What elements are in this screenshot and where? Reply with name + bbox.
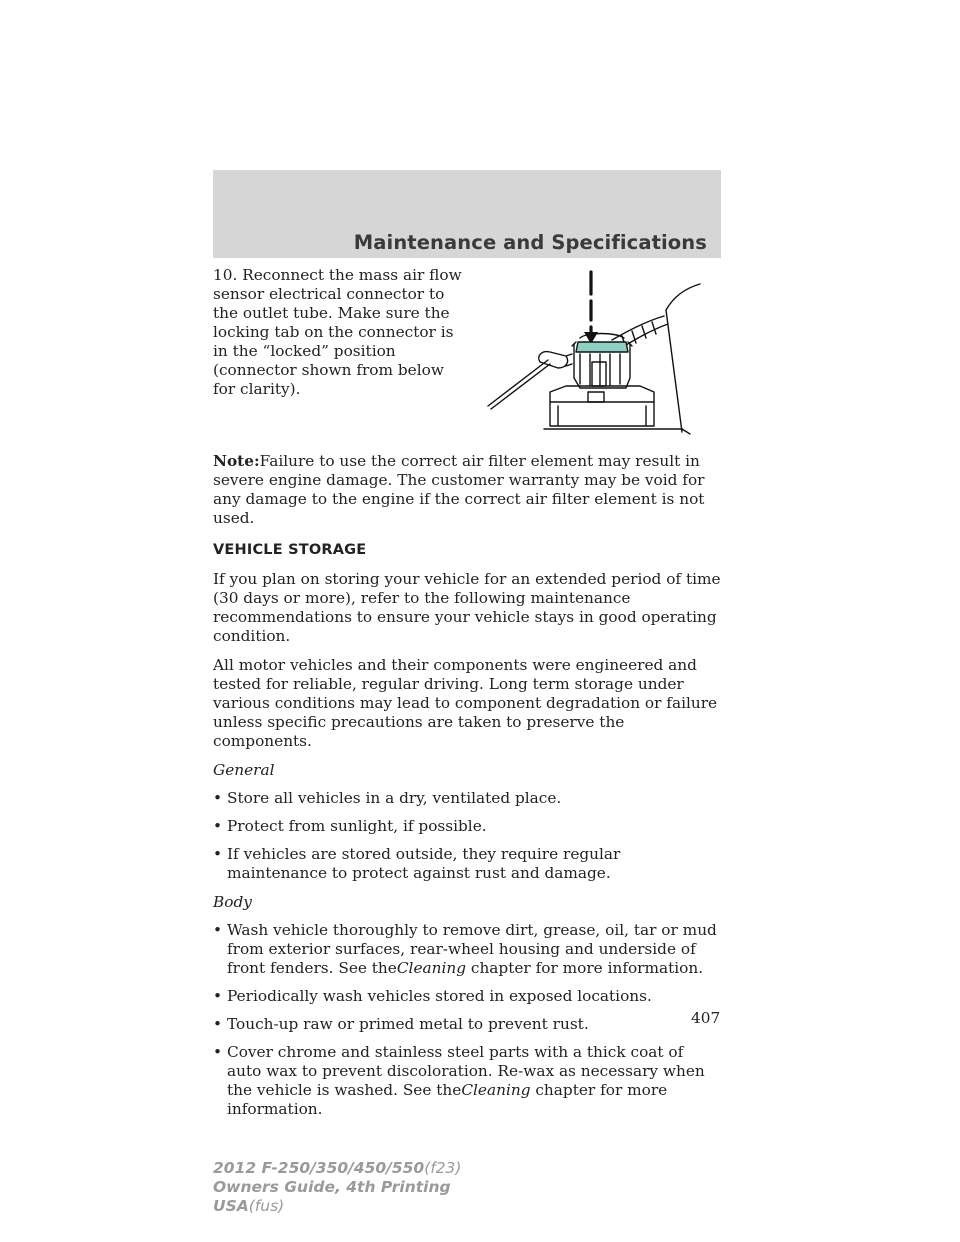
- bullet-icon: •: [213, 817, 223, 835]
- list-item: • Store all vehicles in a dry, ventilated place.: [213, 789, 562, 807]
- locking-tab: [576, 342, 628, 352]
- footer-model-line: 2012 F-250/350/450/550(f23): [213, 1159, 462, 1177]
- general-subheading: General: [213, 761, 275, 779]
- bullet-icon: •: [213, 1015, 223, 1033]
- storage-engineering-paragraph: All motor vehicles and their components were engineered and tested for reliable, regular driving. Long term storage under various conditions may lead to component degradation or failure unless specific precautions are taken to preserve the components.: [213, 656, 718, 750]
- list-item: • Protect from sunlight, if possible.: [213, 817, 487, 835]
- maf-connector-illustration: [476, 266, 721, 442]
- list-item: • Wash vehicle thoroughly to remove dirt, grease, oil, tar or mud from exterior surfaces, rear-wheel housing and underside of front fenders. See theCleaning chapter for more information.: [213, 921, 717, 977]
- storage-intro-paragraph: If you plan on storing your vehicle for an extended period of time (30 days or more), refer to the following maintenance recommendations to ensure your vehicle stays in good operating condition.: [213, 570, 721, 645]
- note-text: Failure to use the correct air filter element may result in severe engine damage. The customer warranty may be void for any damage to the engine if the correct air filter element is not used.: [213, 452, 705, 527]
- bullet-icon: •: [213, 789, 223, 807]
- document-footer: [213, 1159, 461, 1216]
- section-title: Maintenance and Specifications: [353, 231, 707, 254]
- bullet-icon: •: [213, 1043, 223, 1061]
- bullet-icon: •: [213, 921, 223, 939]
- page-number: 407: [691, 1009, 721, 1027]
- general-list: [213, 789, 721, 883]
- list-item: • Cover chrome and stainless steel parts with a thick coat of auto wax to prevent discoloration. Re-wax as necessary when the vehicle is washed. See theCleaning chapter for more information.: [213, 1043, 705, 1118]
- note-label: Note:: [213, 452, 260, 470]
- body-list: [213, 921, 721, 1119]
- note-paragraph: [213, 452, 721, 528]
- list-item: • Touch-up raw or primed metal to prevent rust.: [213, 1015, 589, 1033]
- page-content: [213, 266, 721, 1119]
- footer-market-line: USA(fus): [213, 1197, 285, 1215]
- vehicle-storage-heading: VEHICLE STORAGE: [213, 542, 367, 558]
- step-10-text: 10. Reconnect the mass air flow sensor electrical connector to the outlet tube. Make sure the locking tab on the connector is in the “locked” position (connector shown from below for clarity).: [213, 266, 462, 398]
- bullet-icon: •: [213, 845, 223, 863]
- list-item: • Periodically wash vehicles stored in exposed locations.: [213, 987, 652, 1005]
- cleaning-reference: Cleaning: [461, 1081, 531, 1099]
- list-item: • If vehicles are stored outside, they require regular maintenance to protect against rust and damage.: [213, 845, 621, 882]
- footer-guide-line: Owners Guide, 4th Printing: [213, 1178, 451, 1196]
- cleaning-reference: Cleaning: [396, 959, 467, 977]
- section-header-band: [213, 170, 721, 258]
- bullet-icon: •: [213, 987, 223, 1005]
- body-subheading: Body: [213, 893, 252, 911]
- step-10-row: [213, 266, 721, 442]
